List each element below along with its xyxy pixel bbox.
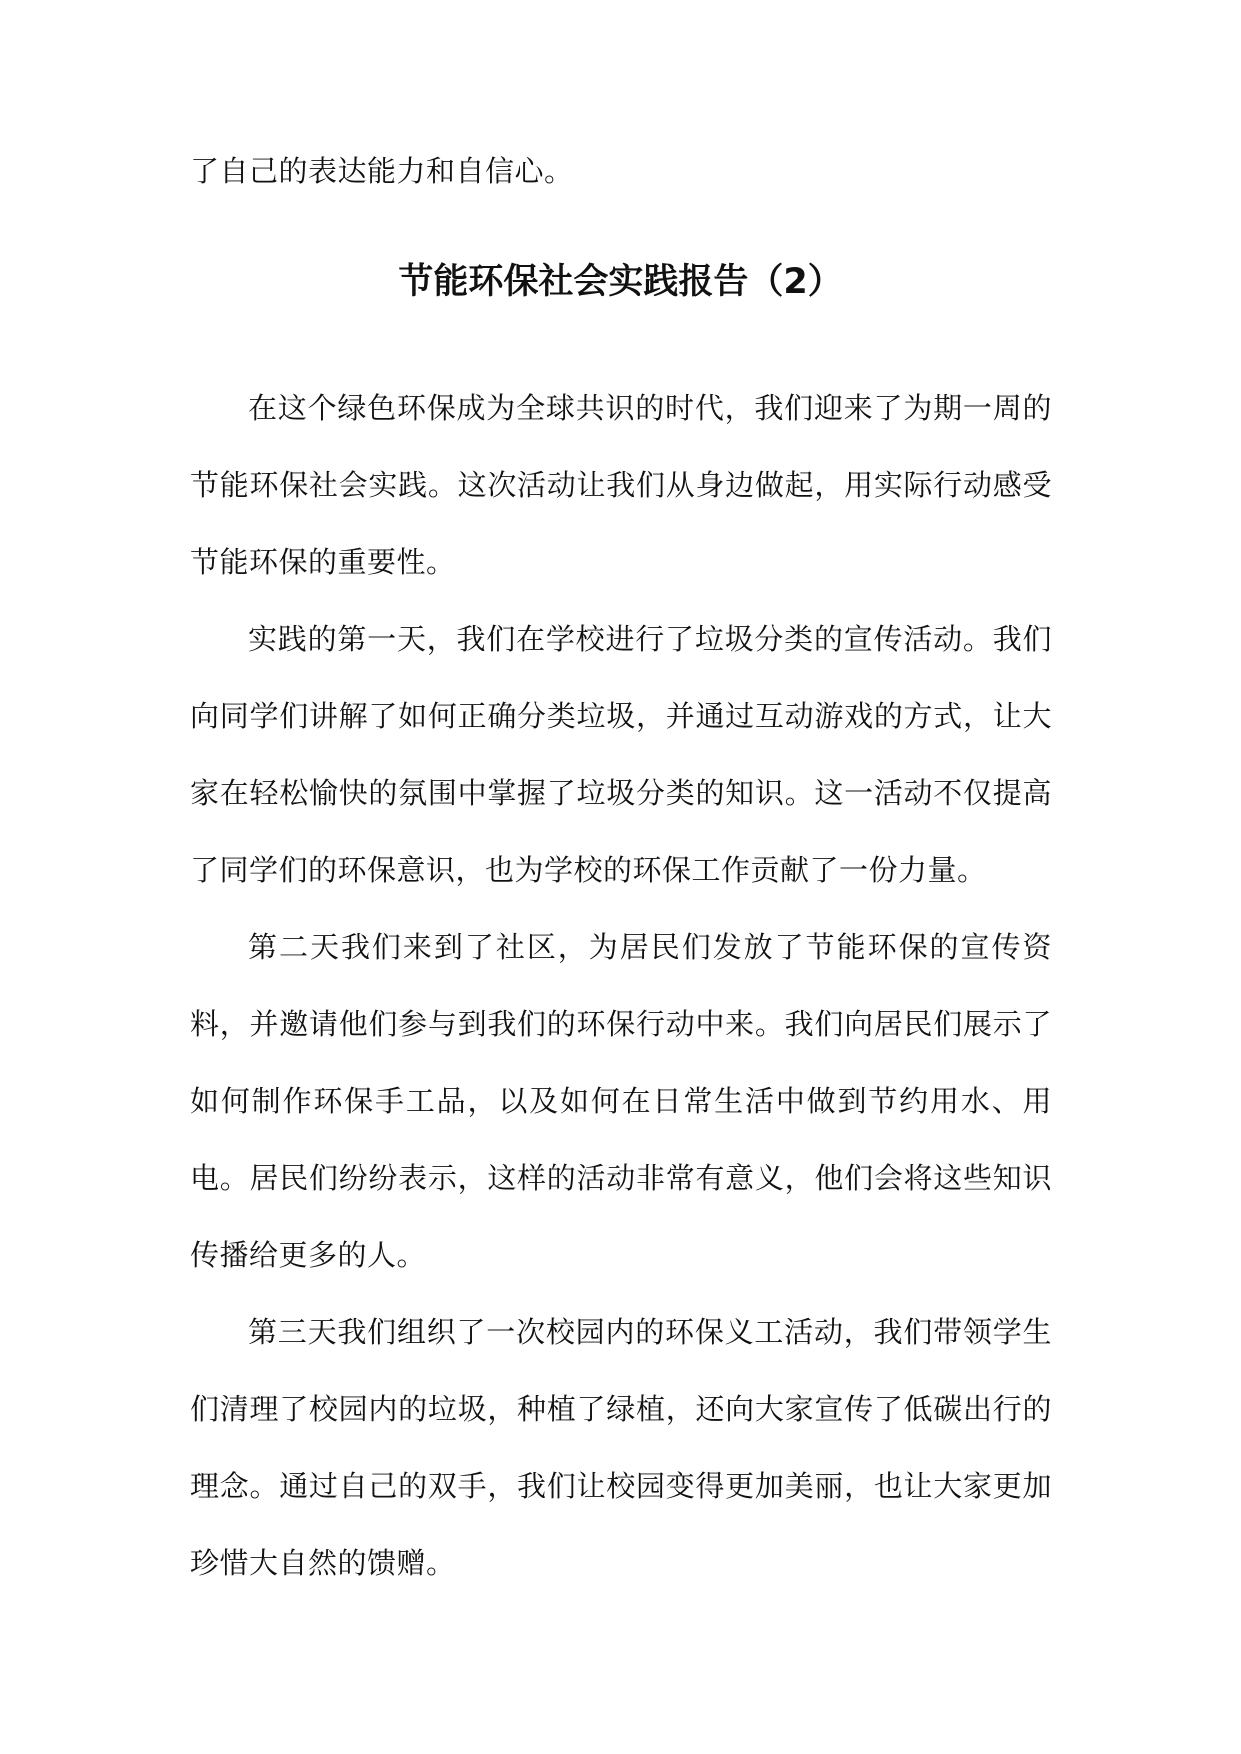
continuation-text: 了自己的表达能力和自信心。: [190, 154, 574, 188]
paragraph: 第三天我们组织了一次校园内的环保义工活动，我们带领学生们清理了校园内的垃圾，种植了绿植，还向大家宣传了低碳出行的理念。通过自己的双手，我们让校园变得更加美丽，也让大家更加珍惜大自然的馈赠。: [190, 1315, 1052, 1580]
page-title: 节能环保社会实践报告（2）: [398, 262, 843, 302]
paragraph: 在这个绿色环保成为全球共识的时代，我们迎来了为期一周的节能环保社会实践。这次活动让我们从身边做起，用实际行动感受节能环保的重要性。: [190, 391, 1052, 579]
report-body: [190, 370, 1052, 1602]
paragraph: 第二天我们来到了社区，为居民们发放了节能环保的宣传资料，并邀请他们参与到我们的环保行动中来。我们向居民们展示了如何制作环保手工品，以及如何在日常生活中做到节约用水、用电。居民们纷纷表示，这样的活动非常有意义，他们会将这些知识传播给更多的人。: [190, 930, 1052, 1272]
paragraph: 实践的第一天，我们在学校进行了垃圾分类的宣传活动。我们向同学们讲解了如何正确分类垃圾，并通过互动游戏的方式，让大家在轻松愉快的氛围中掌握了垃圾分类的知识。这一活动不仅提高了同学们的环保意识，也为学校的环保工作贡献了一份力量。: [190, 622, 1052, 887]
